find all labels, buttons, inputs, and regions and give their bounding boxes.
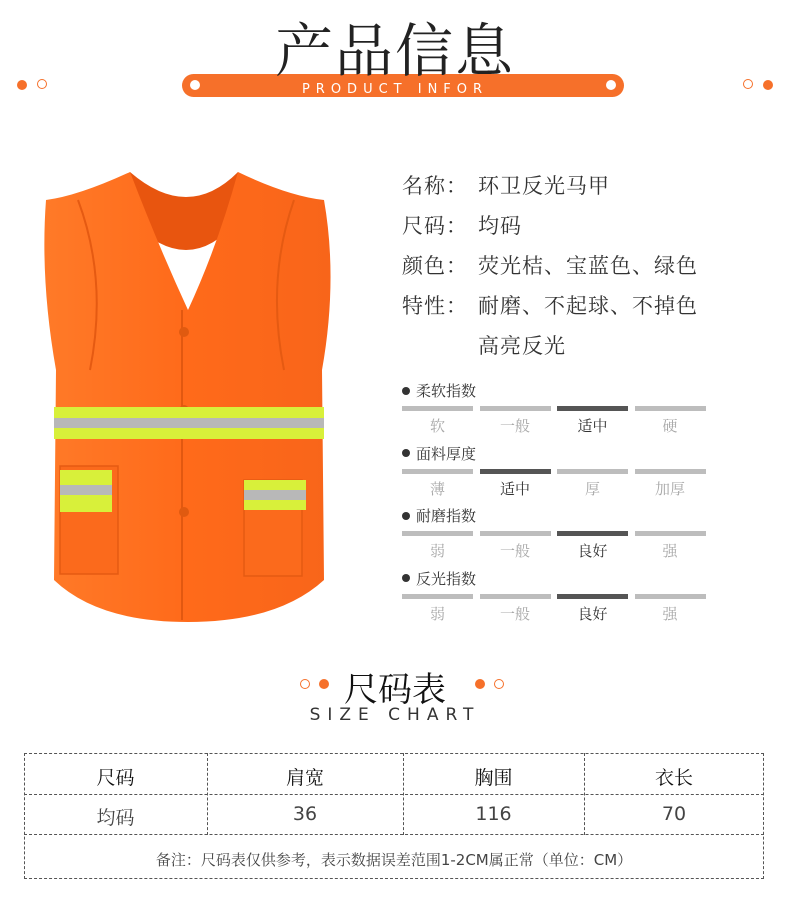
rating-segment [557,469,628,474]
rating-label: 一般 [499,417,530,435]
index-title-text: 柔软指数 [416,382,477,400]
rating-label: 一般 [499,604,530,623]
info-row-color [402,250,698,280]
info-value: 高亮反光 [478,334,566,358]
info-row-name [402,170,610,200]
info-row-size [402,210,522,240]
index-title-text: 面料厚度 [416,444,477,463]
rating-segment [635,406,706,411]
info-label: 尺码： [402,214,468,238]
bullet-icon [402,449,410,457]
info-label: 特性： [402,294,468,318]
rating-label: 良好 [577,542,608,560]
table-divider [24,794,764,795]
info-label: 名称： [402,174,468,198]
rating-segment [480,531,551,536]
rating-label: 弱 [429,542,445,560]
info-row-feature-cont [402,330,566,360]
index-title [402,505,476,526]
bullet-icon [402,574,410,582]
table-header-chest: 胸围 [474,767,513,789]
rating-label: 硬 [662,417,678,435]
rating-label: 加厚 [654,479,685,498]
rating-segment [480,594,551,599]
rating-label: 一般 [499,542,530,560]
info-value: 荧光桔、宝蓝色、绿色 [478,254,698,278]
table-header-size: 尺码 [96,767,135,789]
rating-label: 适中 [577,417,608,435]
rating-segment [402,469,473,474]
rating-label: 厚 [584,479,600,498]
table-header-shoulder: 肩宽 [285,767,324,789]
table-cell: 36 [292,803,318,825]
info-label: 颜色： [402,254,468,278]
rating-label: 薄 [429,479,445,498]
index-title-text: 耐磨指数 [416,507,477,525]
rating-segment [635,594,706,599]
rating-segment [557,594,628,599]
rating-segment [557,531,628,536]
rating-segment [402,406,473,411]
rating-segment [635,469,706,474]
rating-segment [557,406,628,411]
rating-label: 强 [662,542,678,560]
bullet-icon [402,512,410,520]
info-value: 耐磨、不起球、不掉色 [478,294,698,318]
rating-segment [402,594,473,599]
rating-label: 良好 [577,604,608,623]
rating-label: 弱 [429,604,445,623]
page-subtitle: PRODUCT INFOR [301,82,489,97]
size-chart-note: 备注：尺码表仅供参考，表示数据误差范围1-2CM属正常（单位：CM） [155,851,633,869]
table-cell: 均码 [96,807,135,829]
size-chart-title: 尺码表 [344,670,446,710]
rating-label: 适中 [499,479,530,498]
rating-label: 强 [662,604,678,623]
index-title [402,443,476,464]
rating-segment [480,406,551,411]
info-value: 均码 [478,214,522,238]
table-header-length: 衣长 [654,767,693,789]
index-title [402,380,476,401]
table-cell: 116 [475,803,512,825]
index-title-text: 反光指数 [416,569,477,588]
page-title: 产品信息 [274,17,515,85]
bullet-icon [402,387,410,395]
table-divider [24,834,764,835]
rating-segment [480,469,551,474]
table-cell: 70 [661,803,687,825]
reflective-vest-image [38,160,338,630]
rating-segment [402,531,473,536]
size-chart-subtitle: SIZE CHART [309,705,481,725]
info-row-feature [402,290,698,320]
info-value: 环卫反光马甲 [478,174,610,198]
index-title [402,568,476,589]
rating-segment [635,531,706,536]
rating-label: 软 [429,417,445,435]
